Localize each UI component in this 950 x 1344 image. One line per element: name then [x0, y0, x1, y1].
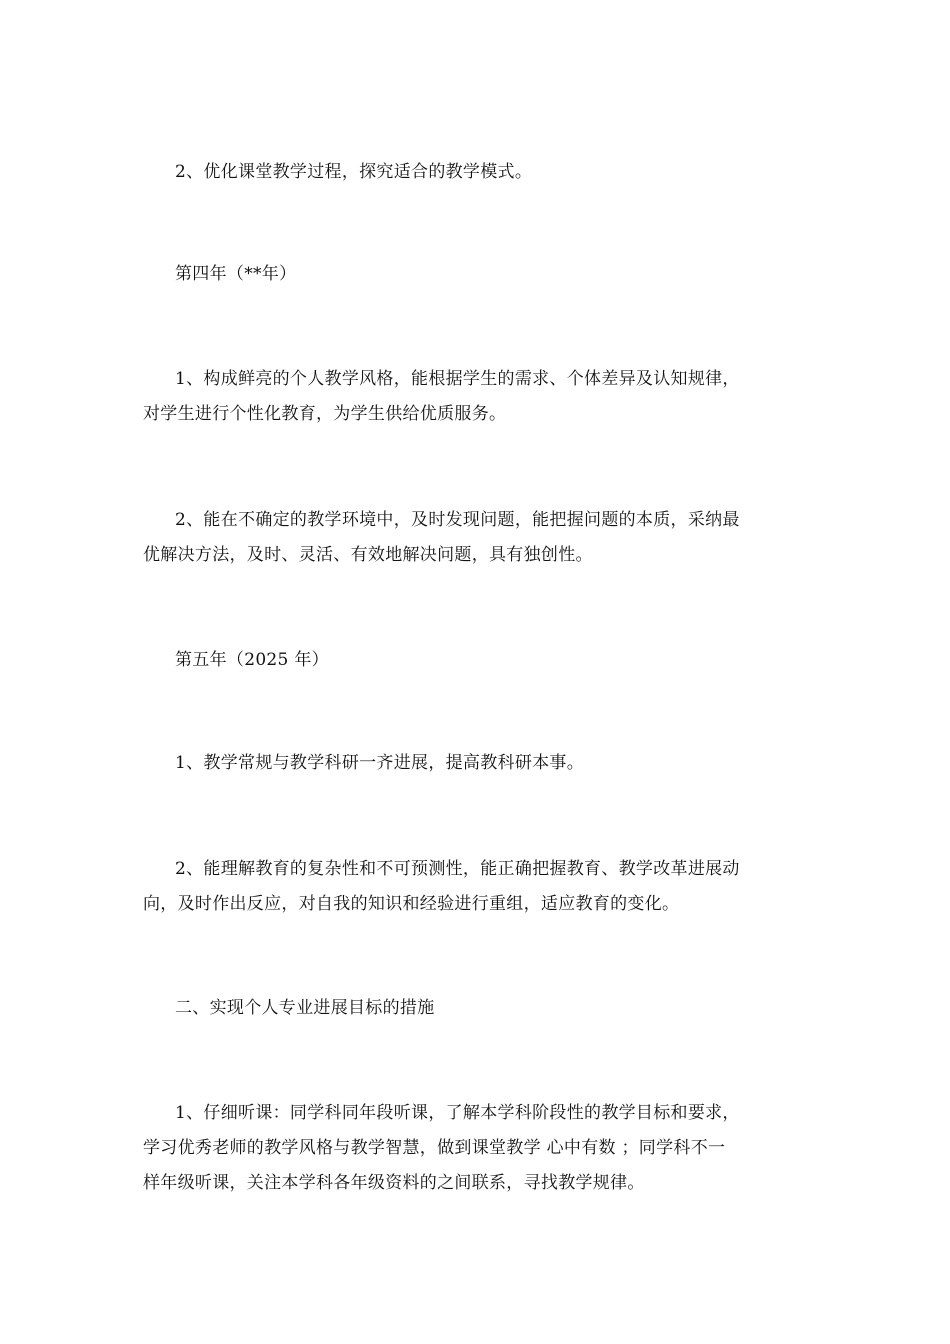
text-line: 2、优化课堂教学过程，探究适合的教学模式。: [175, 162, 533, 182]
text-line: 优解决方法，及时、灵活、有效地解决问题，具有独创性。: [143, 545, 593, 565]
section-heading-measures: [143, 991, 803, 1026]
paragraph-listen-classes: [143, 1096, 803, 1201]
text-line: 1、仔细听课：同学科同年段听课，了解本学科阶段性的教学目标和要求，: [175, 1103, 740, 1123]
text-line: 二、实现个人专业进展目标的措施: [175, 998, 435, 1018]
text-line: 样年级听课，关注本学科各年级资料的之间联系，寻找教学规律。: [143, 1173, 645, 1193]
text-line: 第五年（2025 年）: [175, 650, 329, 670]
paragraph-research: [143, 746, 803, 781]
paragraph-optimize-classroom: [143, 155, 803, 190]
paragraph-teaching-style: [143, 362, 803, 432]
text-line: 1、教学常规与教学科研一齐进展，提高教科研本事。: [175, 753, 585, 773]
paragraph-education-complexity: [143, 852, 803, 922]
paragraph-problem-solving: [143, 503, 803, 573]
text-line: 对学生进行个性化教育，为学生供给优质服务。: [143, 404, 507, 424]
text-line: 第四年（**年）: [175, 264, 297, 284]
text-line: 学习优秀老师的教学风格与教学智慧，做到课堂教学 心中有数 ；同学科不一: [143, 1138, 726, 1158]
heading-year-four: [143, 257, 803, 292]
text-line: 1、构成鲜亮的个人教学风格，能根据学生的需求、个体差异及认知规律，: [175, 369, 740, 389]
text-line: 2、能理解教育的复杂性和不可预测性，能正确把握教育、教学改革进展动: [175, 859, 740, 879]
heading-year-five: [143, 643, 803, 678]
text-line: 2、能在不确定的教学环境中，及时发现问题，能把握问题的本质，采纳最: [175, 510, 740, 530]
text-line: 向，及时作出反应，对自我的知识和经验进行重组，适应教育的变化。: [143, 894, 680, 914]
